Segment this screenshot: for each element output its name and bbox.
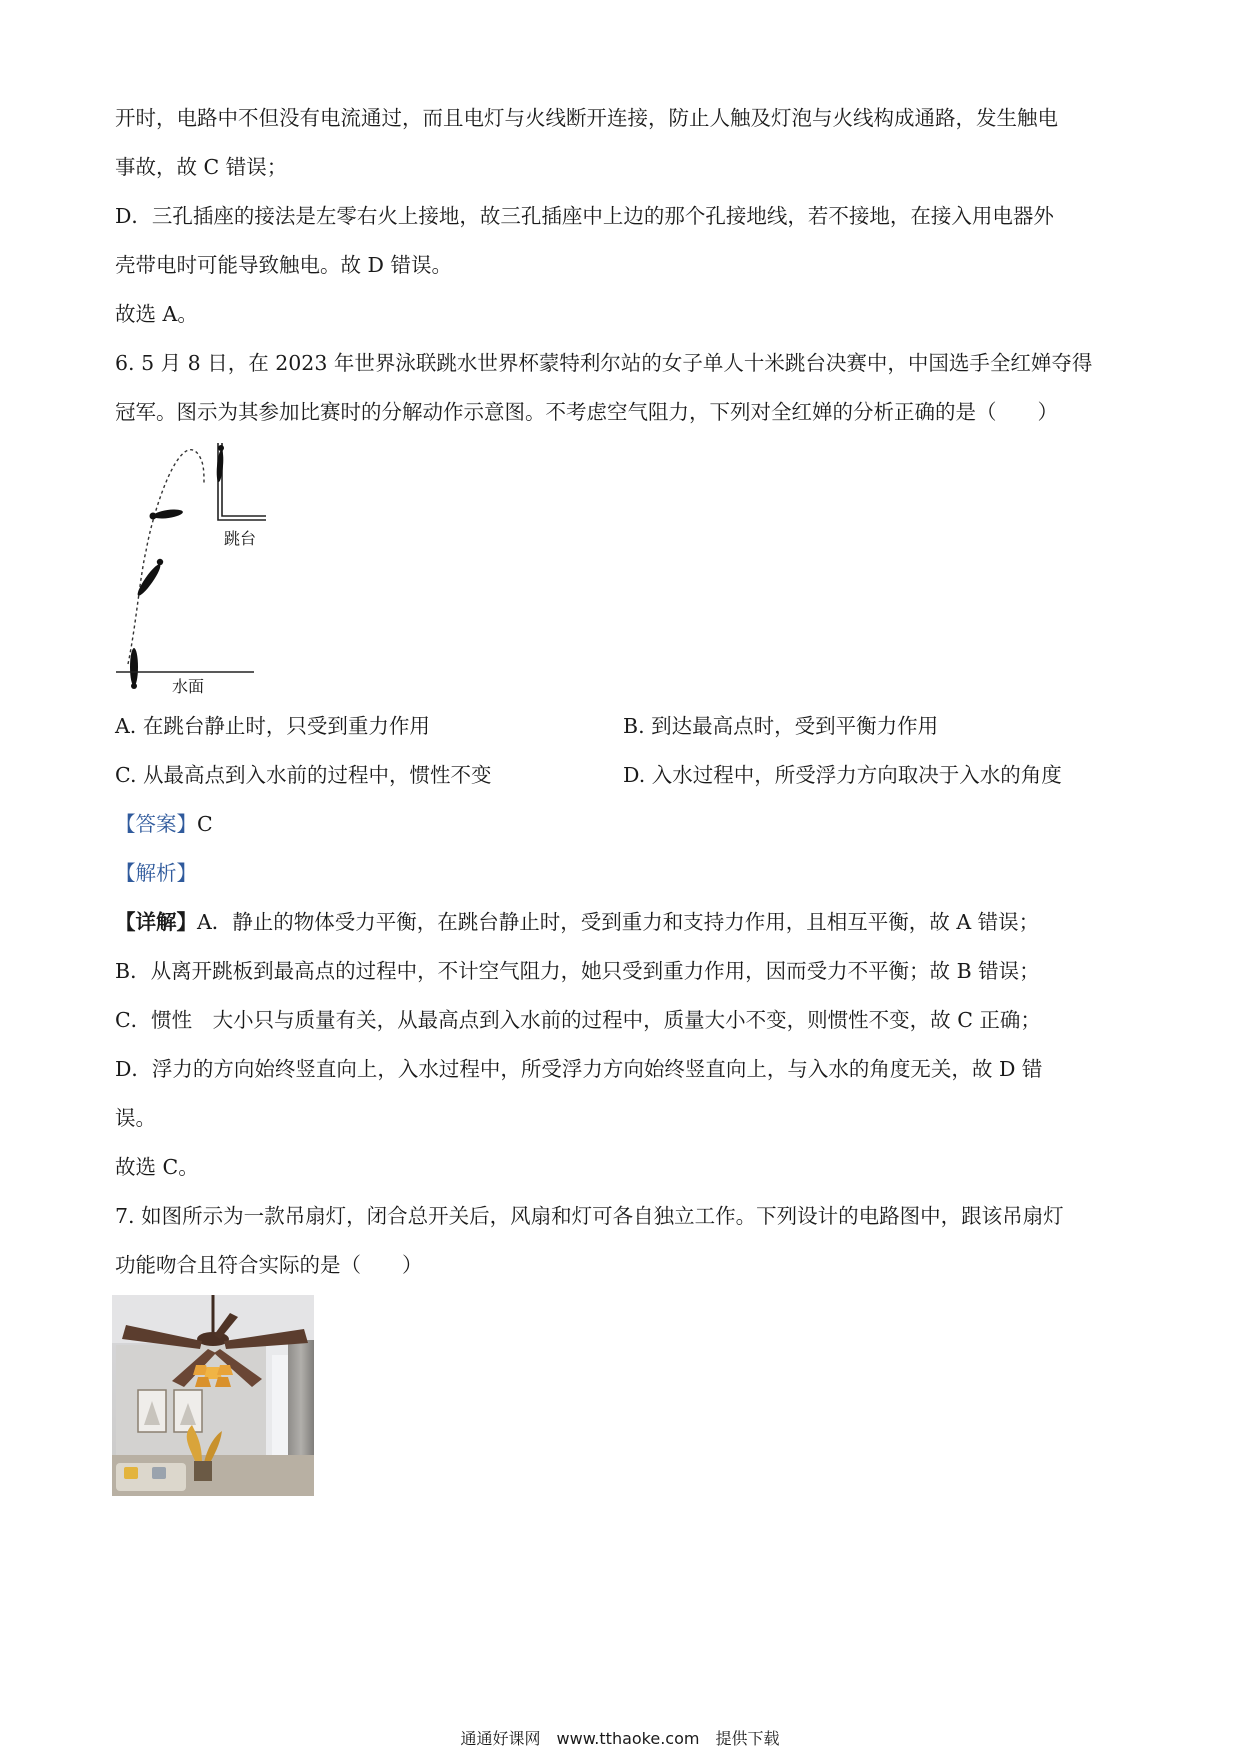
trajectory-curve [128,450,204,664]
platform-icon [218,443,266,520]
page-footer: 通通好课网 www.tthaoke.com 提供下载 [460,1729,780,1748]
question-6-stem: 冠军。图示为其参加比赛时的分解动作示意图。不考虑空气阻力，下列对全红婵的分析正确的是（ ） [115,400,1058,424]
platform-label: 跳台 [224,529,257,548]
option-c: C. 从最高点到入水前的过程中，惯性不变 [115,763,492,787]
detail-tag: 【详解】 [115,910,197,934]
diver-icon [130,648,138,689]
diver-icon [216,445,225,482]
text-line: D．三孔插座的接法是左零右火上接地，故三孔插座中上边的那个孔接地线，若不接地，在接入用电器外 [115,204,1054,228]
question-6-stem: 6. 5 月 8 日，在 2023 年世界泳联跳水世界杯蒙特利尔站的女子单人十米跳台决赛中，中国选手全红婵夺得 [115,351,1093,375]
detail-line: D．浮力的方向始终竖直向上，入水过程中，所受浮力方向始终竖直向上，与入水的角度无关，故 D 错 [115,1057,1043,1081]
diver-icon [150,508,184,520]
option-b: B. 到达最高点时，受到平衡力作用 [623,714,939,738]
detail-line: 故选 C。 [115,1155,199,1179]
option-a: A. 在跳台静止时，只受到重力作用 [115,714,430,738]
answer-line [115,809,213,839]
text-line: 开时，电路中不但没有电流通过，而且电灯与火线断开连接，防止人触及灯泡与火线构成通路，发生触电 [115,106,1058,130]
text-line: 壳带电时可能导致触电。故 D 错误。 [115,253,452,277]
analysis-tag: 【解析】 [115,861,197,885]
detail-line: C．惯性 大小只与质量有关，从最高点到入水前的过程中，质量大小不变，则惯性不变，故 C 正确； [115,1008,1041,1032]
detail-text: A．静止的物体受力平衡，在跳台静止时，受到重力和支持力作用，且相互平衡，故 A 错误； [197,910,1040,934]
diver-icon [135,559,163,598]
answer-tag: 【答案】 [115,812,197,836]
water-label: 水面 [172,677,205,696]
text-line: 事故，故 C 错误； [115,155,288,179]
analysis-line [115,858,197,888]
option-d: D. 入水过程中，所受浮力方向取决于入水的角度 [623,763,1062,787]
answer-value: C [197,812,213,836]
text-line: 故选 A。 [115,302,198,326]
question-7-stem: 7. 如图所示为一款吊扇灯，闭合总开关后，风扇和灯可各自独立工作。下列设计的电路图中，跟该吊扇灯 [115,1204,1064,1228]
detail-line: 误。 [115,1106,156,1130]
detail-line [115,907,1039,937]
ceiling-fan-light-photo [112,1295,314,1496]
diving-diagram [108,436,268,696]
question-7-stem: 功能吻合且符合实际的是（ ） [115,1253,423,1277]
detail-line: B．从离开跳板到最高点的过程中，不计空气阻力，她只受到重力作用，因而受力不平衡；故 B 错误； [115,959,1040,983]
